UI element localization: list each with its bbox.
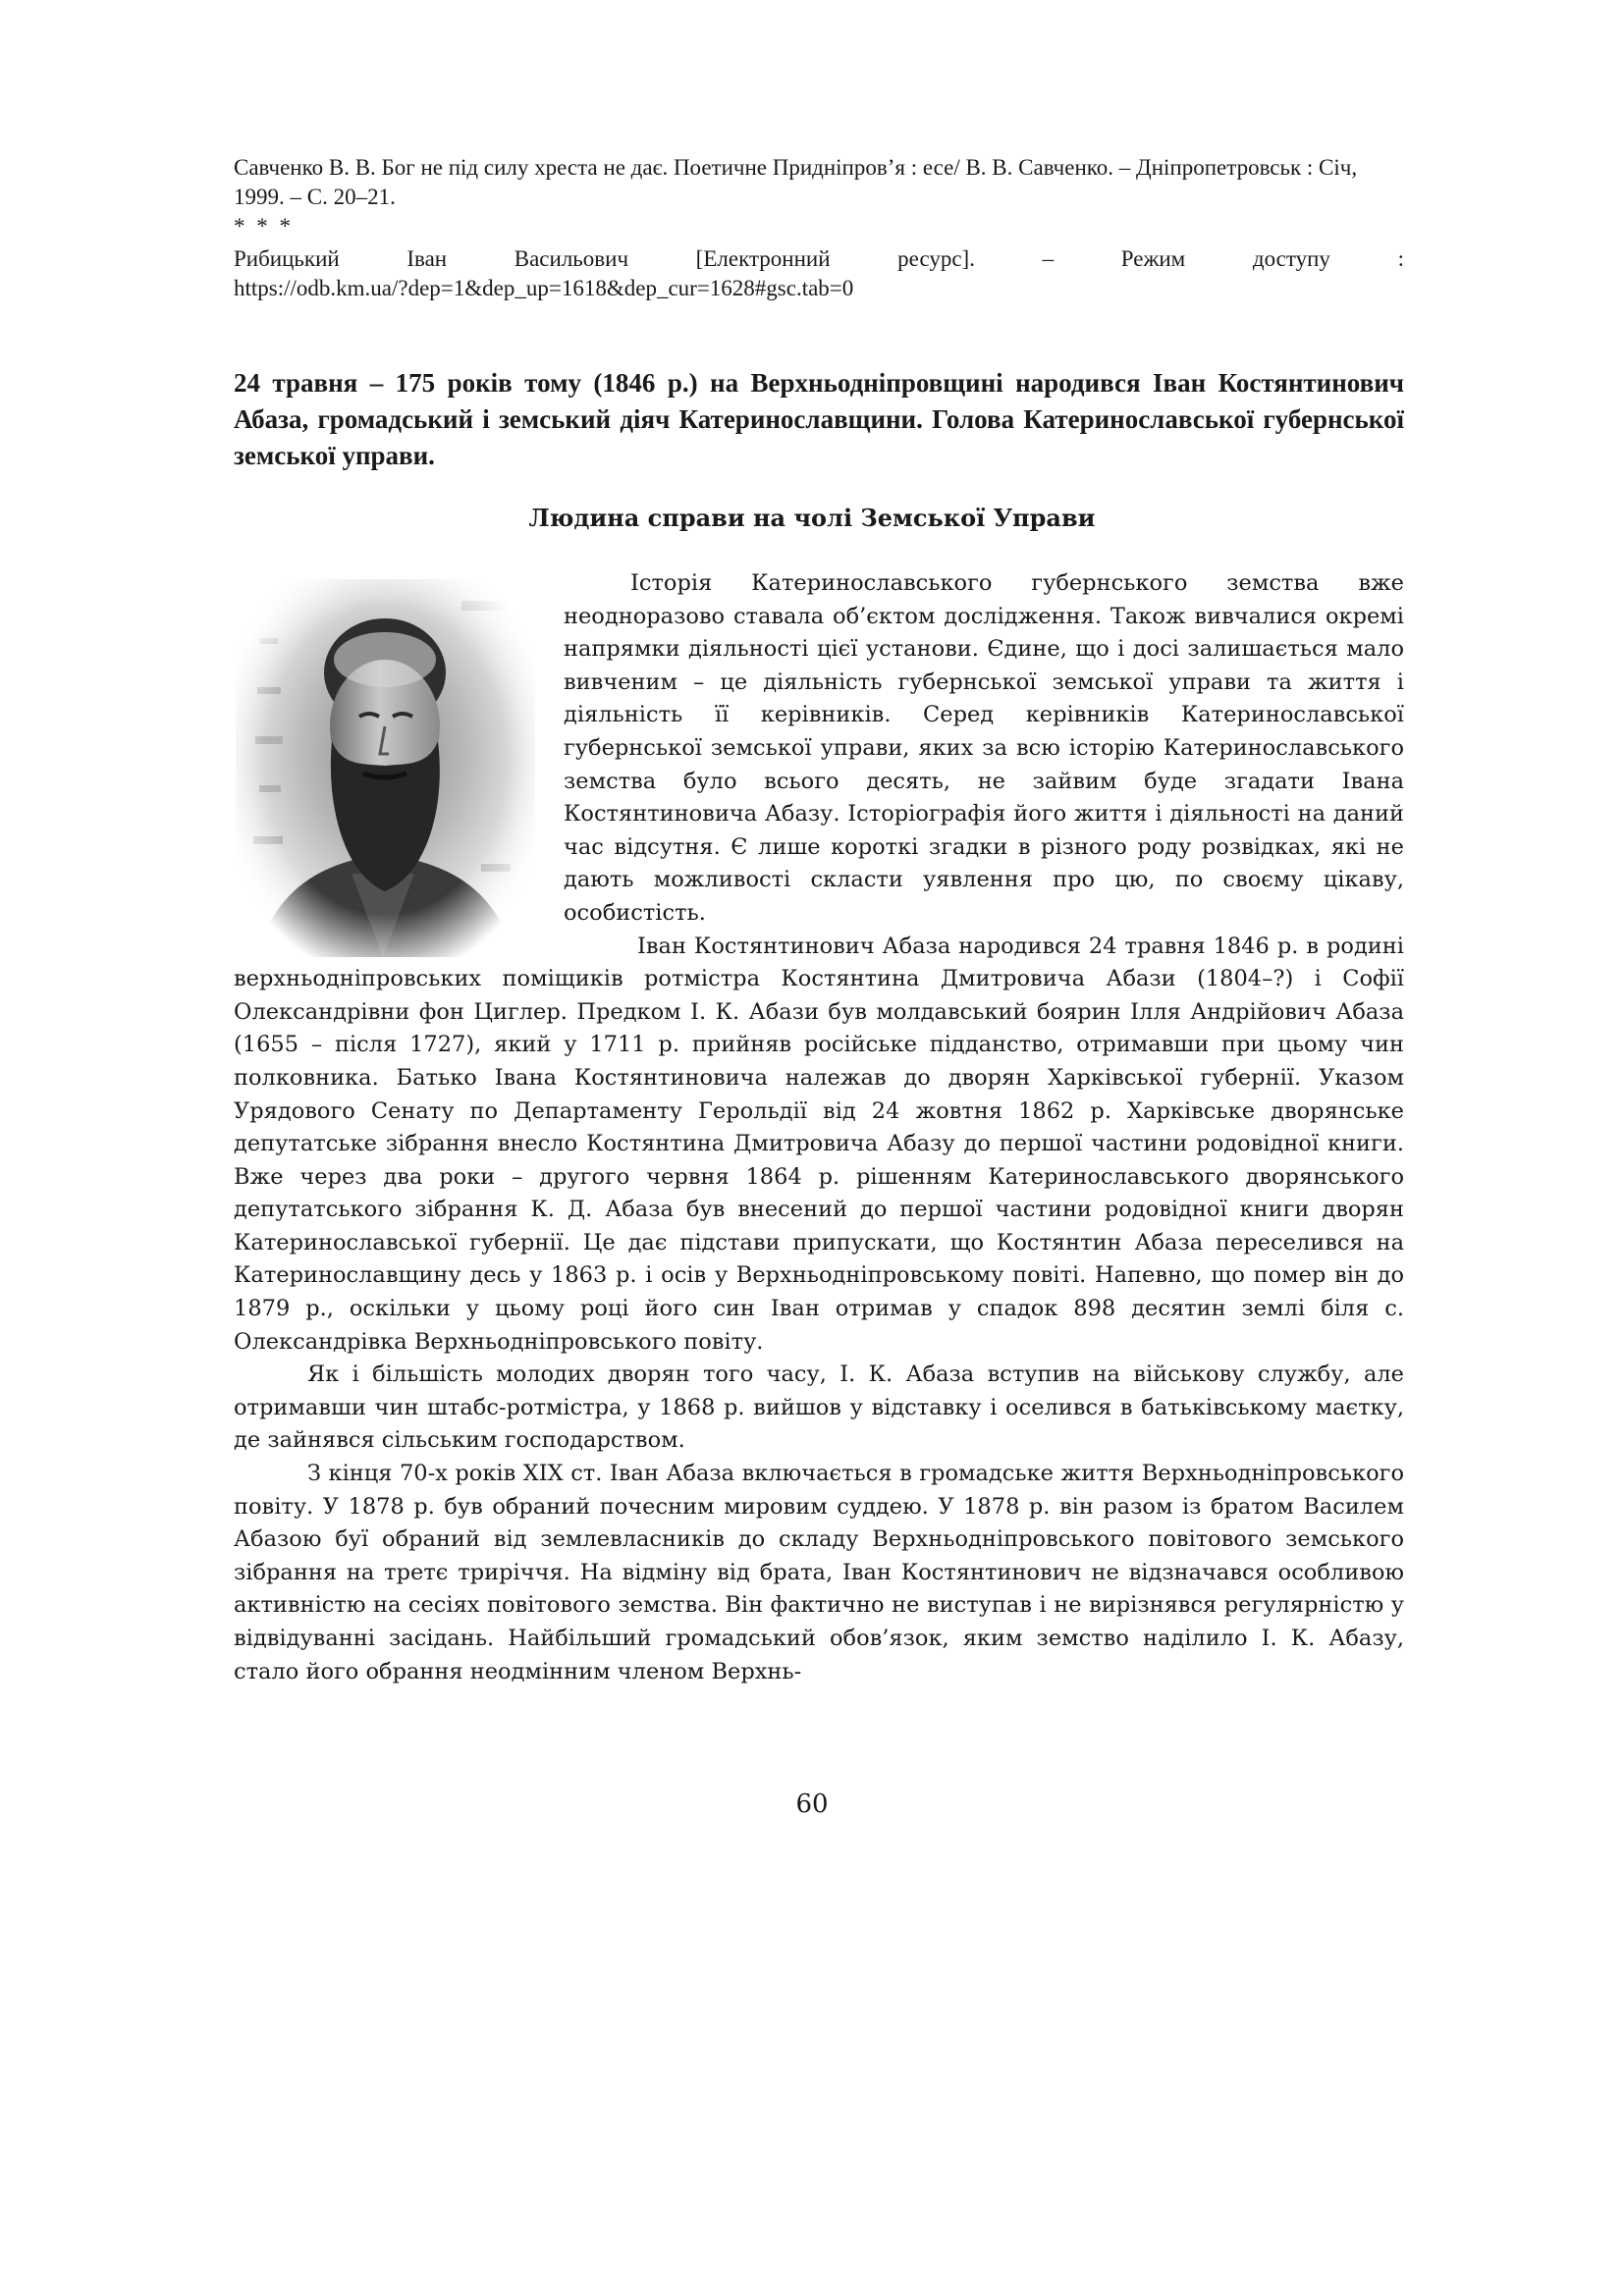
paragraph: Іван Костянтинович Абаза народився 24 травня 1846 р. в родині верхньодніпровських поміщиків ротмістра Костянтина Дмитровича Абази (1804–?) і Софії Олександрівни фон Циглер. Предком І. К. Абази був молдавський боярин Ілля Андрійович Абаза (1655 – після 1727), який у 1711 р. прийняв російське підданство, отримавши при цьому чин полковника. Батько Івана Костянтиновича належав до дворян Харківської губернії. Указом Урядового Сенату по Департаменту Герольдії від 24 жовтня 1862 р. Харківське дворянське депутатське зібрання внесло Костянтина Дмитровича Абазу до першої частини родовідної книги. Вже через два роки – другого червня 1864 р. рішенням Катеринославського дворянського депутатського зібрання К. Д. Абаза був внесений до першої частини родовідної книги дворян Катеринославської губернії. Це дає підстави припускати, що Костянтин Абаза переселився на Катеринославщину десь у 1863 р. і осів у Верхньодніпровському повіті. Напевно, що помер він до 1879 р., оскільки у цьому році його син Іван отримав у спадок 898 десятин землі біля с. Олександрівка Верхньодніпровського повіту. bbox=[234, 933, 1404, 1355]
article-body bbox=[234, 567, 1404, 1688]
page-number: 60 bbox=[795, 1789, 829, 1819]
paragraph: З кінця 70-х років XIX ст. Іван Абаза включається в громадське життя Верхньодніпровського повіту. У 1878 р. був обраний почесним мировим суддею. У 1878 р. він разом із братом Василем Абазою буї обраний від землевласників до складу Верхньодніпровського повітового земського зібрання на третє триріччя. На відміну від брата, Іван Костянтинович не відзначався особливою активністю на сесіях повітового земства. Він фактично не виступав і не вирізнявся регулярністю у відвідуванні засідань. Найбільший громадський обов’язок, яким земство наділило І. К. Абазу, стало його обрання неодмінним членом Верхнь- bbox=[234, 1461, 1404, 1684]
reference-2: Рибицький Іван Васильович [Електронний ресурс]. – Режим доступу : bbox=[234, 246, 1404, 271]
reference-2-url: https://odb.km.ua/?dep=1&dep_up=1618&dep_cur=1628#gsc.tab=0 bbox=[234, 276, 854, 300]
reference-1: Савченко В. В. Бог не під силу хреста не дає. Поетичне Придніпров’я : есе/ В. В. Савченко. – Дніпропетровськ : Січ, 1999. – С. 20–21. bbox=[234, 155, 1358, 209]
anniversary-headline: 24 травня – 175 років тому (1846 р.) на Верхньодніпровщині народився Іван Костянтинович Абаза, громадський і земський діяч Катеринославщини. Голова Катеринославської губернської земської управи. bbox=[234, 368, 1404, 470]
reference-separator: * * * bbox=[234, 214, 294, 239]
paragraph: Історія Катеринославського губернського земства вже неодноразово ставала об’єктом дослідження. Також вивчалися окремі напрямки діяльності цієї установи. Єдине, що і досі залишається мало вивченим – це діяльність губернської земської управи та життя і діяльність її керівників. Серед керівників Катеринославської губернської земської управи, яких за всю історію Катеринославського земства було всього десять, не зайвим буде згадати Івана Костянтиновича Абазу. Історіографія його життя і діяльності на даний час відсутня. Є лише короткі згадки в різного роду розвідках, які не дають можливості скласти уявлення про цю, по своєму цікаву, особистість. bbox=[564, 570, 1404, 926]
article-title: Людина справи на чолі Земської Управи bbox=[528, 504, 1096, 532]
paragraph: Як і більшість молодих дворян того часу, І. К. Абаза вступив на військову службу, але отримавши чин штабс-ротмістра, у 1868 р. вийшов у відставку і оселився в батьківському маєтку, де зайнявся сільським господарством. bbox=[234, 1362, 1404, 1454]
references-block bbox=[234, 153, 1404, 303]
